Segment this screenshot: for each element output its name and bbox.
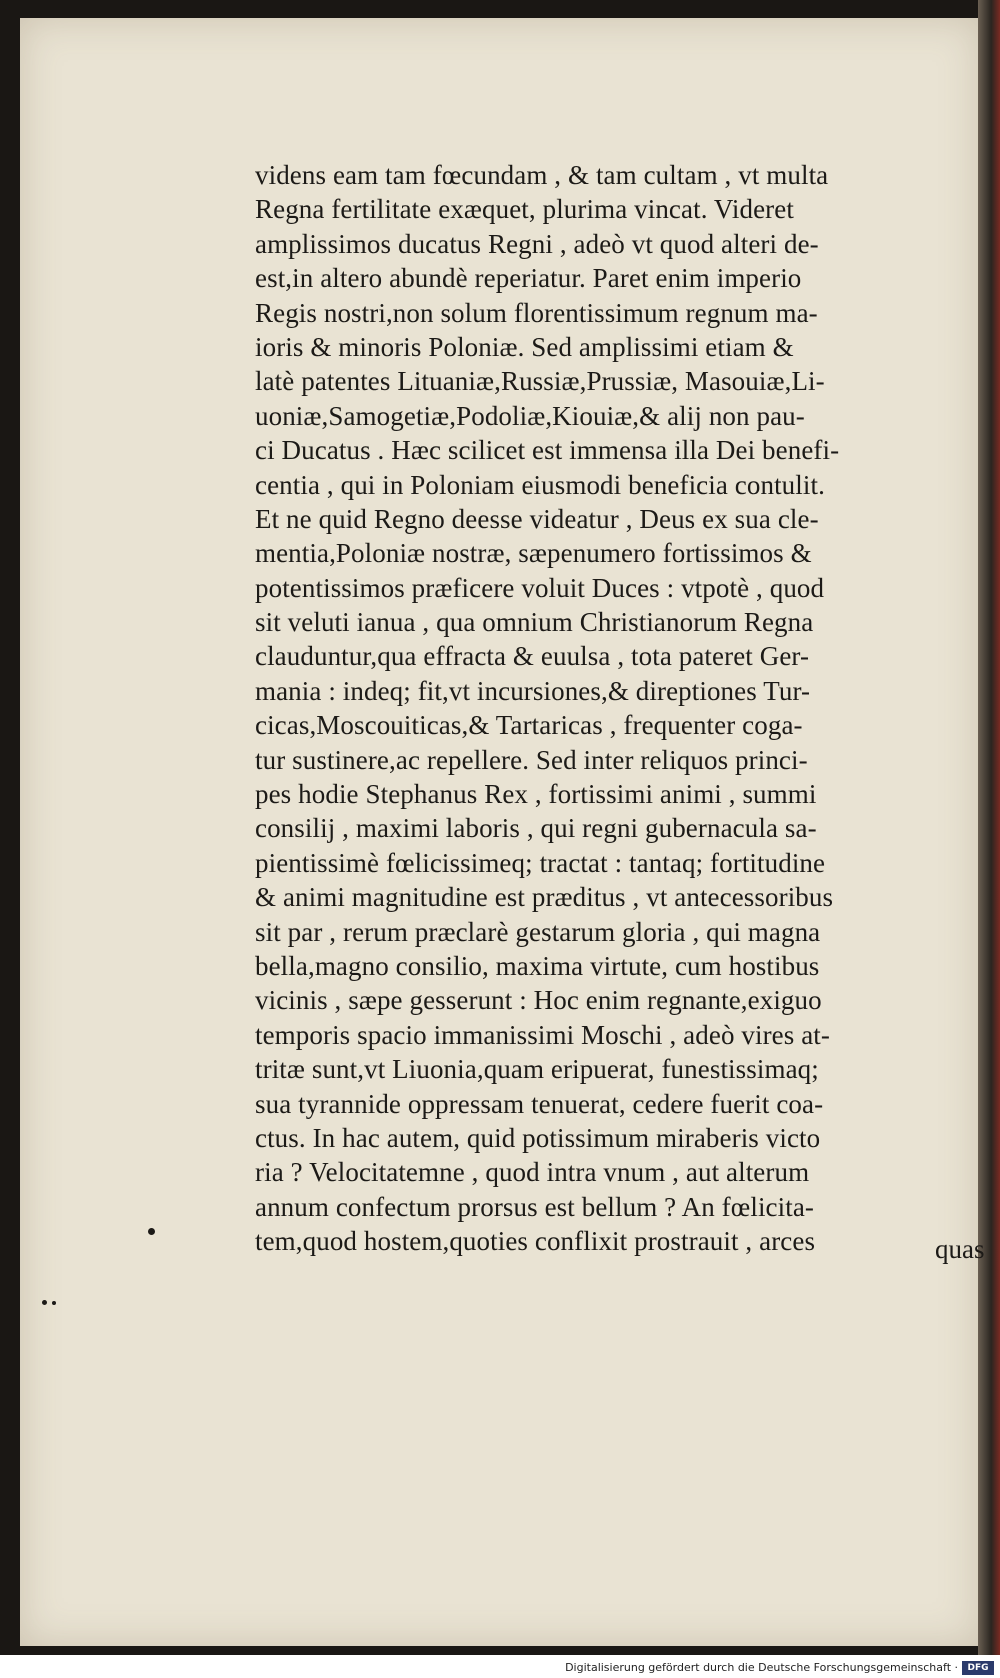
text-line: potentissimos præficere voluit Duces : vtpotè , quod: [255, 572, 825, 603]
ink-spot: [52, 1301, 56, 1305]
text-line: & animi magnitudine est præditus , vt antecessoribus: [255, 882, 834, 913]
ink-spot: [148, 1228, 155, 1235]
body-text: [255, 158, 1000, 1259]
text-line: sua tyrannide oppressam tenuerat, cedere fuerit coa-: [255, 1088, 824, 1119]
text-line: vicinis , sæpe gesserunt : Hoc enim regnante,exiguo: [255, 985, 822, 1016]
text-line: sit par , rerum præclarè gestarum gloria , qui magna: [255, 916, 821, 947]
text-line: annum confectum prorsus est bellum ? An fœlicita-: [255, 1191, 815, 1222]
text-line: mania : indeq; fit,vt incursiones,& direptiones Tur-: [255, 675, 811, 706]
text-line: mentia,Poloniæ nostræ, sæpenumero fortissimos &: [255, 538, 812, 569]
text-line: ci Ducatus . Hæc scilicet est immensa illa Dei benefi-: [255, 435, 840, 466]
text-line: sit veluti ianua , qua omnium Christianorum Regna: [255, 607, 814, 638]
text-line: Regis nostri,non solum florentissimum regnum ma-: [255, 297, 818, 328]
text-line: est,in altero abundè reperiatur. Paret enim imperio: [255, 263, 802, 294]
text-line: ctus. In hac autem, quid potissimum miraberis victo: [255, 1122, 821, 1153]
text-line: pes hodie Stephanus Rex , fortissimi animi , summi: [255, 779, 817, 810]
text-line: Et ne quid Regno deesse videatur , Deus ex sua cle-: [255, 503, 819, 534]
text-line: tritæ sunt,vt Liuonia,quam eripuerat, funestissimaq;: [255, 1054, 819, 1085]
text-line: ioris & minoris Poloniæ. Sed amplissimi etiam &: [255, 331, 794, 362]
text-line: latè patentes Lituaniæ,Russiæ,Prussiæ, Masouiæ,Li-: [255, 366, 825, 397]
text-line: tur sustinere,ac repellere. Sed inter reliquos princi-: [255, 744, 808, 775]
text-line: temporis spacio immanissimi Moschi , adeò vires at-: [255, 1019, 830, 1050]
footer-bar: [0, 1656, 1000, 1678]
text-line: amplissimos ducatus Regni , adeò vt quod alteri de-: [255, 228, 819, 259]
text-line: uoniæ,Samogetiæ,Podoliæ,Kiouiæ,& alij non pau-: [255, 400, 805, 431]
funding-credit: Digitalisierung gefördert durch die Deutsche Forschungsgemeinschaft ·: [565, 1661, 958, 1674]
ink-spot: [42, 1300, 47, 1305]
text-line: consilij , maximi laboris , qui regni gubernacula sa-: [255, 813, 817, 844]
text-line: clauduntur,qua effracta & euulsa , tota pateret Ger-: [255, 641, 810, 672]
text-line: ria ? Velocitatemne , quod intra vnum , aut alterum: [255, 1157, 810, 1188]
text-line: pientissimè fœlicissimeq; tractat : tantaq; fortitudine: [255, 847, 826, 878]
text-line: centia , qui in Poloniam eiusmodi beneficia contulit.: [255, 469, 825, 500]
text-line: videns eam tam fœcundam , & tam cultam , vt multa: [255, 160, 829, 190]
text-line: bella,magno consilio, maxima virtute, cum hostibus: [255, 950, 820, 981]
text-line: tem,quod hostem,quoties conflixit prostrauit , arces: [255, 1226, 816, 1257]
dfg-logo: DFG: [962, 1661, 994, 1675]
catchword: quas: [935, 1234, 985, 1264]
text-line: Regna fertilitate exæquet, plurima vincat. Videret: [255, 194, 794, 225]
text-line: cicas,Moscouiticas,& Tartaricas , frequenter coga-: [255, 710, 803, 741]
